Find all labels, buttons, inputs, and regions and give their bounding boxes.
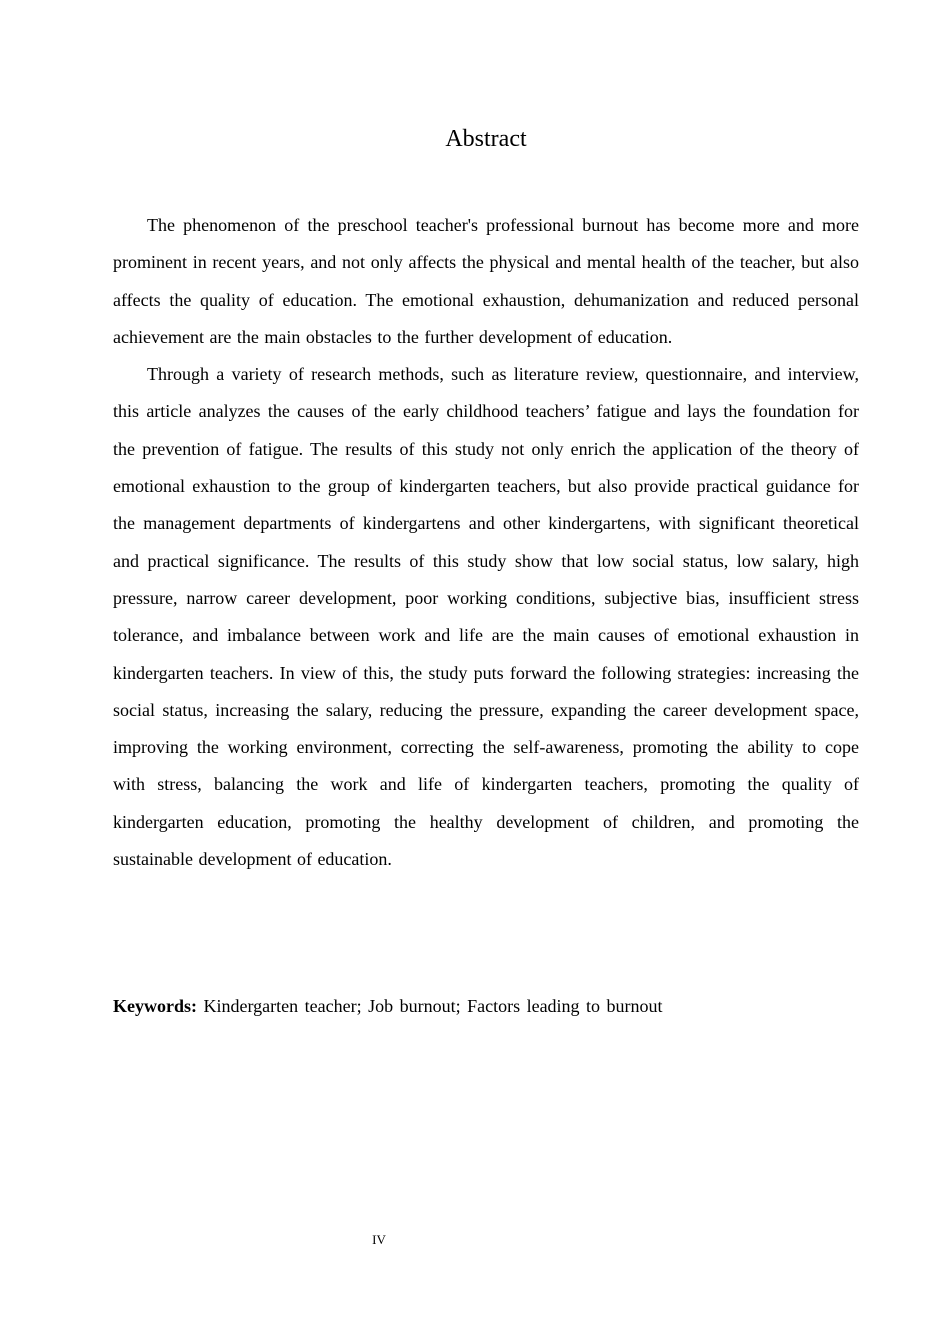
page-number: IV — [372, 1232, 386, 1247]
keywords-value: Kindergarten teacher; Job burnout; Factors leading to burnout — [203, 996, 663, 1016]
abstract-paragraph-1: The phenomenon of the preschool teacher's professional burnout has become more and more prominent in recent years, and not only affects the physical and mental health of the teacher, but also affects the quality of education. The emotional exhaustion, dehumanization and reduced personal achievement are the main obstacles to the further development of education. — [113, 215, 859, 347]
keywords-line — [113, 988, 859, 1025]
abstract-title: Abstract — [445, 126, 527, 152]
keywords-label: Keywords: — [113, 996, 204, 1016]
abstract-body — [113, 207, 859, 878]
abstract-paragraph-2: Through a variety of research methods, such as literature review, questionnaire, and interview, this article analyzes the causes of the early childhood teachers’ fatigue and lays the foundation for the prevention of fatigue. The results of this study not only enrich the application of the theory of emotional exhaustion to the group of kindergarten teachers, but also provide practical guidance for the management departments of kindergartens and other kindergartens, with significant theoretical and practical significance. The results of this study show that low social status, low salary, high pressure, narrow career development, poor working conditions, subjective bias, insufficient stress tolerance, and imbalance between work and life are the main causes of emotional exhaustion in kindergarten teachers. In view of this, the study puts forward the following strategies: increasing the social status, increasing the salary, reducing the pressure, expanding the career development space, improving the working environment, correcting the self-awareness, promoting the ability to cope with stress, balancing the work and life of kindergarten teachers, promoting the quality of kindergarten education, promoting the healthy development of children, and promoting the sustainable development of education. — [113, 364, 859, 870]
